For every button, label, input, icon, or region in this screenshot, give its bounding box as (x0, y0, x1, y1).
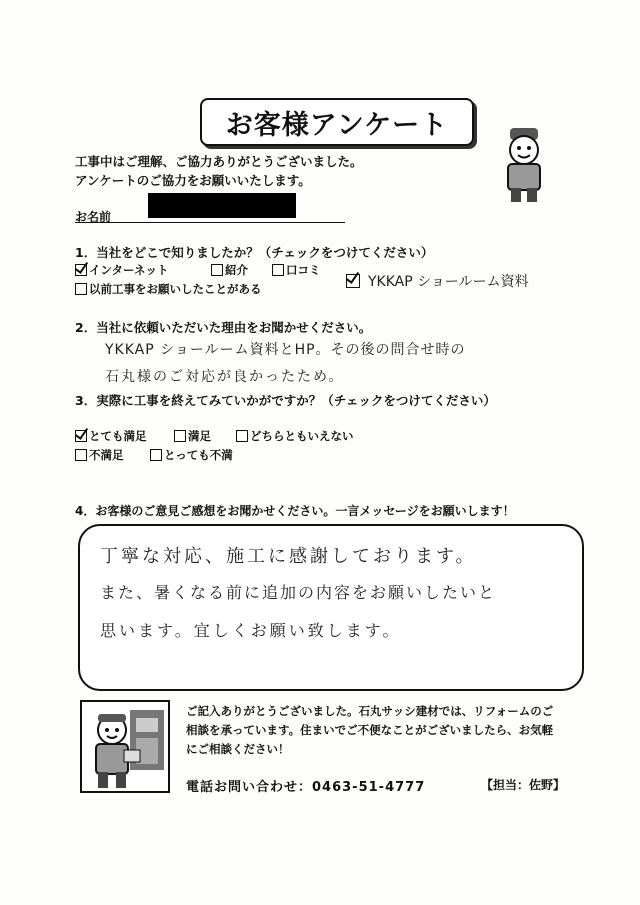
handwritten-answer: YKKAP ショールーム資料 (368, 274, 529, 290)
intro-line-2: アンケートのご協力をお願いいたします。 (75, 173, 311, 188)
checkbox[interactable] (272, 264, 284, 276)
checkbox[interactable] (211, 264, 223, 276)
option-label: 以前工事をお願いしたことがある (89, 282, 262, 296)
q2-answer-line-1: YKKAP ショールーム資料とHP。その後の問合せ時の (105, 342, 466, 358)
option-label: 不満足 (89, 448, 124, 462)
staff-in-charge: 【担当：佐野】 (481, 778, 566, 792)
checkbox-checked[interactable] (346, 274, 360, 288)
q1-other-handwritten[interactable] (346, 271, 529, 291)
q3-option-dissatisfied[interactable] (75, 447, 124, 463)
survey-title: お客様アンケート (200, 98, 474, 146)
checkbox[interactable] (150, 449, 162, 461)
footer-line-2: 相談を承っています。住まいでご不便なことがございましたら、お気軽 (186, 723, 554, 737)
option-label: インターネット (89, 263, 169, 277)
intro-text (75, 152, 363, 190)
mascot-shop-illustration (80, 700, 170, 793)
checkbox[interactable] (174, 430, 186, 442)
q3-option-satisfied[interactable] (174, 428, 211, 444)
checkbox-checked[interactable] (75, 430, 87, 442)
question-4: 4．お客様のご意見ご感想をお聞かせください。一言メッセージをお願いします！ (75, 504, 515, 518)
q3-option-very-satisfied[interactable] (75, 428, 147, 444)
option-label: とても満足 (89, 429, 147, 443)
message-line-1: 丁寧な対応、施工に感謝しております。 (100, 546, 477, 567)
mascot-worker-illustration (498, 124, 550, 206)
option-label: 紹介 (225, 263, 248, 277)
name-label: お名前 (75, 210, 112, 224)
redacted-name (148, 193, 296, 218)
q1-option-previous-work[interactable] (75, 281, 262, 297)
option-label: 口コミ (286, 263, 321, 277)
checkbox[interactable] (75, 449, 87, 461)
intro-line-1: 工事中はご理解、ご協力ありがとうございました。 (75, 154, 363, 169)
q1-option-internet[interactable] (75, 262, 168, 278)
checkbox-checked[interactable] (75, 264, 87, 276)
footer-line-3: にご相談ください！ (186, 742, 290, 756)
message-line-2: また、暑くなる前に追加の内容をお願いしたいと (100, 583, 497, 602)
name-underline (75, 222, 345, 223)
option-label: 満足 (188, 429, 211, 443)
option-label: とっても不満 (164, 448, 233, 462)
footer-message (186, 702, 586, 759)
checkbox[interactable] (236, 430, 248, 442)
message-line-3: 思います。宜しくお願い致します。 (100, 621, 402, 640)
footer-line-1: ご記入ありがとうございました。石丸サッシ建材では、リフォームのご (186, 704, 554, 718)
question-3: 3．実際に工事を終えてみていかがですか？（チェックをつけてください） (75, 393, 496, 408)
option-label: どちらともいえない (250, 429, 354, 443)
q3-option-neutral[interactable] (236, 428, 354, 444)
q1-option-referral[interactable] (211, 262, 248, 278)
q3-option-very-dissatisfied[interactable] (150, 447, 233, 463)
q1-option-word-of-mouth[interactable] (272, 262, 321, 278)
question-2: 2．当社に依頼いただいた理由をお聞かせください。 (75, 320, 372, 335)
checkbox[interactable] (75, 283, 87, 295)
q2-answer-line-2: 石丸様のご対応が良かったため。 (105, 369, 345, 385)
question-1: 1．当社をどこで知りましたか？（チェックをつけてください） (75, 245, 434, 260)
phone-contact[interactable]: 電話お問い合わせ：0463-51-4777 (186, 780, 426, 795)
